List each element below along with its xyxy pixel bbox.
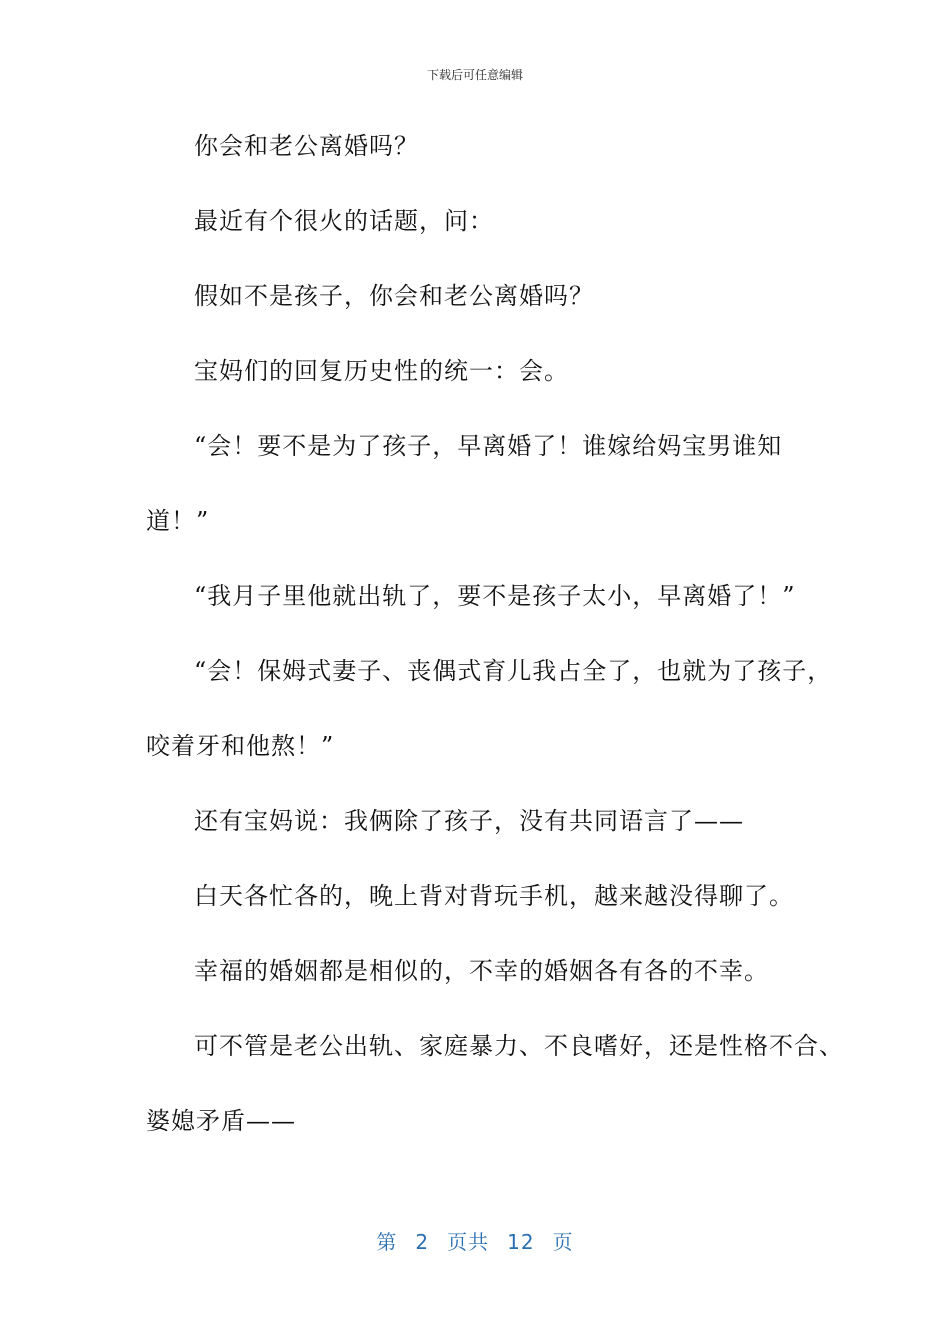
footer-total-pages: 12 (507, 1230, 535, 1254)
page-footer (0, 1226, 950, 1255)
page-header: 下载后可任意编辑 (426, 68, 523, 82)
paragraph-line: “会！保姆式妻子、丧偶式育儿我占全了，也就为了孩子， (194, 657, 833, 685)
footer-page-number: 2 (415, 1230, 430, 1254)
paragraph-line: “我月子里他就出轨了，要不是孩子太小，早离婚了！” (194, 582, 796, 610)
paragraph-line: 最近有个很火的话题，问： (194, 207, 494, 235)
paragraph-line: 婆媳矛盾—— (146, 1107, 296, 1135)
paragraph-line: 咬着牙和他熬！” (146, 732, 335, 760)
paragraph-line: 幸福的婚姻都是相似的，不幸的婚姻各有各的不幸。 (194, 957, 769, 985)
footer-prefix: 第 (376, 1230, 398, 1254)
paragraph-line: 宝妈们的回复历史性的统一：会。 (194, 357, 569, 385)
paragraph-line: 你会和老公离婚吗？ (194, 132, 419, 160)
paragraph-line: 还有宝妈说：我俩除了孩子，没有共同语言了—— (194, 807, 744, 835)
paragraph-line: 假如不是孩子，你会和老公离婚吗？ (194, 282, 594, 310)
footer-suffix: 页 (552, 1230, 574, 1254)
paragraph-line: 白天各忙各的，晚上背对背玩手机，越来越没得聊了。 (194, 882, 794, 910)
paragraph-line: “会！要不是为了孩子，早离婚了！谁嫁给妈宝男谁知 (194, 432, 783, 460)
paragraph-line: 可不管是老公出轨、家庭暴力、不良嗜好，还是性格不合、 (194, 1032, 844, 1060)
footer-middle: 页共 (447, 1230, 490, 1254)
paragraph-line: 道！” (146, 507, 210, 535)
